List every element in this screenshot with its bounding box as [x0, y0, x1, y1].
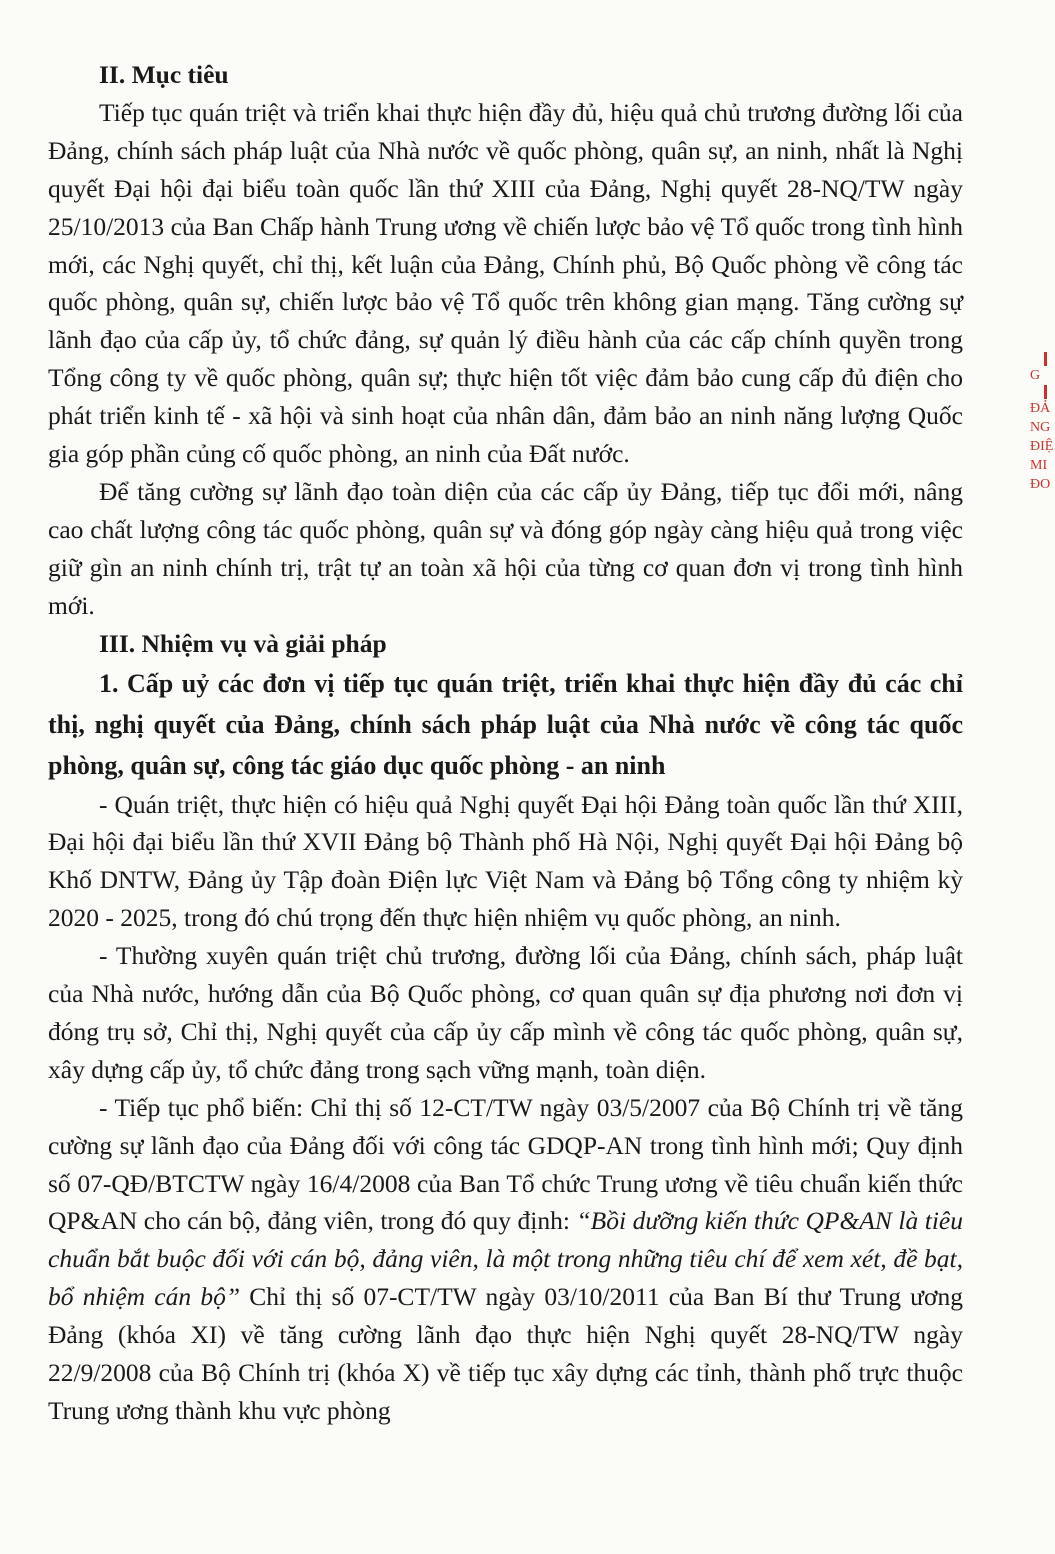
stamp-mark-mid	[1044, 385, 1055, 399]
section-heading-objectives: II. Mục tiêu	[99, 60, 229, 89]
stamp-line-2: ĐẢ	[1030, 401, 1051, 416]
task-1-bullet-3	[48, 1089, 963, 1430]
stamp-line-5: MI	[1030, 458, 1048, 473]
stamp-line-3: NG	[1030, 420, 1051, 435]
document-page	[48, 56, 963, 1430]
stamp-line-6: ĐO	[1030, 477, 1051, 492]
stamp-mark-top	[1044, 352, 1055, 366]
task-1-bullet-1: - Quán triệt, thực hiện có hiệu quả Nghị quyết Đại hội Đảng toàn quốc lần thứ XIII, Đại hội đại biểu lần thứ XVII Đảng bộ Thành phố Hà Nội, Nghị quyết Đại hội Đảng bộ Khố DNTW, Đảng ủy Tập đoàn Điện lực Việt Nam và Đảng bộ Tổng công ty nhiệm kỳ 2020 - 2025, trong đó chú trọng đến thực hiện nhiệm vụ quốc phòng, an ninh.	[48, 789, 963, 933]
objectives-paragraph-1: Tiếp tục quán triệt và triển khai thực hiện đầy đủ, hiệu quả chủ trương đường lối của Đảng, chính sách pháp luật của Nhà nước về quốc phòng, quân sự, an ninh, nhất là Nghị quyết Đại hội đại biểu toàn quốc lần thứ XIII của Đảng, Nghị quyết 28-NQ/TW ngày 25/10/2013 của Ban Chấp hành Trung ương về chiến lược bảo vệ Tổ quốc trong tình hình mới, các Nghị quyết, chỉ thị, kết luận của Đảng, Chính phủ, Bộ Quốc phòng về công tác quốc phòng, quân sự, chiến lược bảo vệ Tổ quốc trên không gian mạng. Tăng cường sự lãnh đạo của cấp ủy, tổ chức đảng, sự quản lý điều hành của các cấp chính quyền trong Tổng công ty về quốc phòng, quân sự; thực hiện tốt việc đảm bảo cung cấp đủ điện cho phát triển kinh tế - xã hội và sinh hoạt của nhân dân, đảm bảo an ninh năng lượng Quốc gia góp phần củng cố quốc phòng, an ninh của Đất nước.	[48, 97, 963, 469]
stamp-line-4: ĐIỆ	[1030, 439, 1054, 454]
bullet-3-intro: - Tiếp tục phổ biến: Chỉ thị số 12-CT/TW ngày 03/5/2007 của Bộ Chính trị về tăng cường sự lãnh đạo của Đảng đối với công tác GDQP-AN trong tình hình mới; Quy định số 07-QĐ/BTCTW ngày 16/4/2008 của Ban Tổ chức Trung ương về tiêu chuẩn kiến thức QP&AN cho cán bộ, đảng viên, trong đó quy định:	[48, 1092, 963, 1236]
bullet-3-continuation: Chỉ thị số 07-CT/TW ngày 03/10/2011 của Ban Bí thư Trung ương Đảng (khóa XI) về tăng cường lãnh đạo thực hiện Nghị quyết 28-NQ/TW ngày 22/9/2008 của Bộ Chính trị (khóa X) về tiếp tục xây dựng các tỉnh, thành phố trực thuộc Trung ương thành khu vực phòng	[48, 1282, 963, 1425]
section-heading-tasks: III. Nhiệm vụ và giải pháp	[99, 628, 387, 658]
objectives-paragraph-2: Để tăng cường sự lãnh đạo toàn diện của các cấp ủy Đảng, tiếp tục đổi mới, nâng cao chất lượng công tác quốc phòng, quân sự và đóng góp ngày càng hiệu quả trong việc giữ gìn an ninh chính trị, trật tự an toàn xã hội của từng cơ quan đơn vị trong tình hình mới.	[48, 476, 963, 620]
bullet-3-quote: “Bồi dưỡng kiến thức QP&AN là tiêu chuẩn bắt buộc đối với cán bộ, đảng viên, là một trong những tiêu chí để xem xét, đề bạt, bổ nhiệm cán bộ”	[48, 1206, 963, 1312]
red-seal-stamp	[1030, 352, 1055, 592]
task-1-bullet-2: - Thường xuyên quán triệt chủ trương, đường lối của Đảng, chính sách, pháp luật của Nhà nước, hướng dẫn của Bộ Quốc phòng, cơ quan quân sự địa phương nơi đơn vị đóng trụ sở, Chỉ thị, Nghị quyết của cấp ủy cấp mình về công tác quốc phòng, quân sự, xây dựng cấp ủy, tổ chức đảng trong sạch vững mạnh, toàn diện.	[48, 941, 963, 1084]
stamp-line-1: G	[1030, 368, 1041, 383]
task-1-heading: 1. Cấp uỷ các đơn vị tiếp tục quán triệt, triển khai thực hiện đầy đủ các chỉ thị, nghị quyết của Đảng, chính sách pháp luật của Nhà nước về công tác quốc phòng, quân sự, công tác giáo dục quốc phòng - an ninh	[48, 668, 963, 780]
